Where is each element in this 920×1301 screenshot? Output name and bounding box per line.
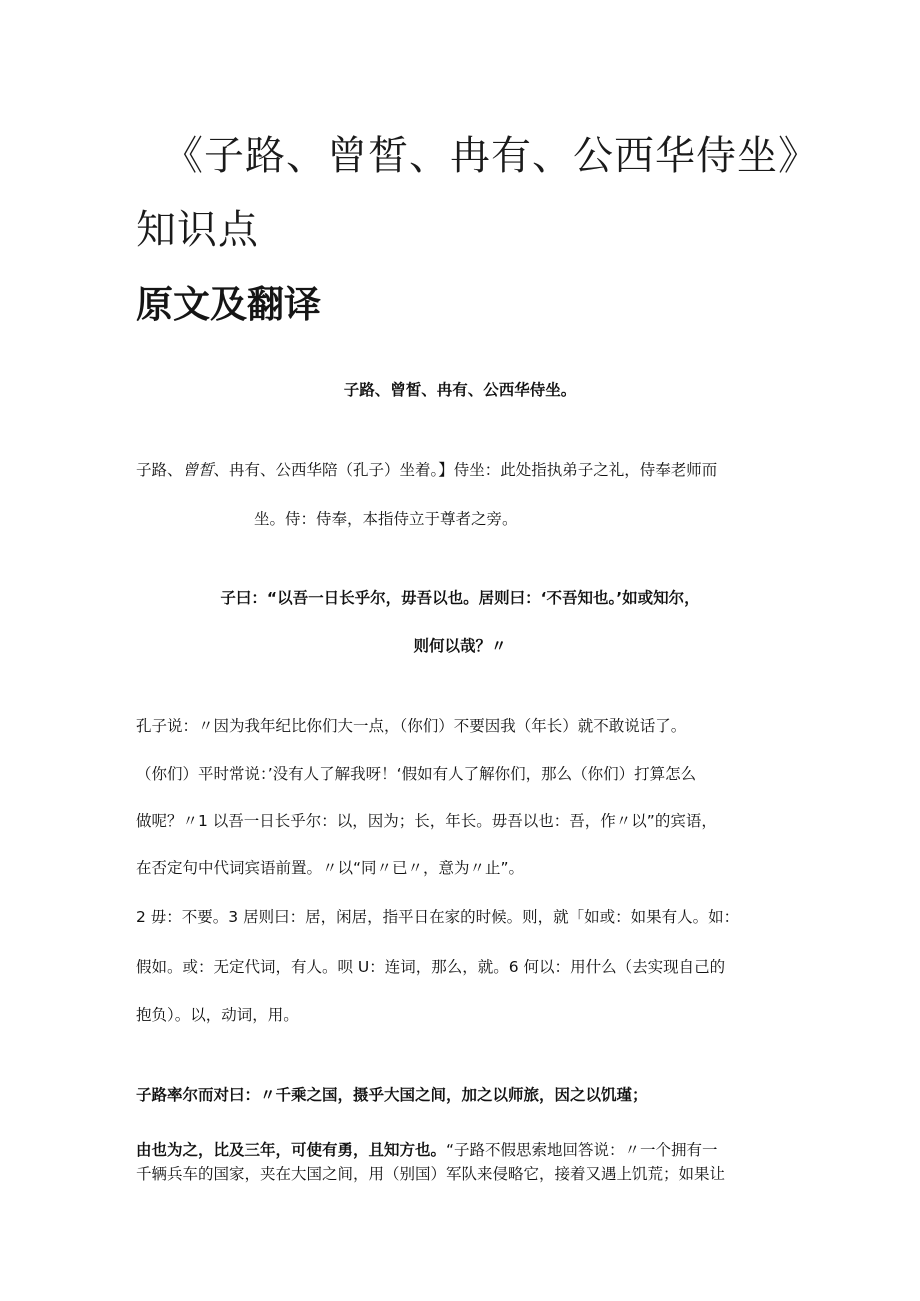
translation-1-post: 、冉有、公西华陪（孔子）坐着。】侍坐：此处指执弟子之礼，侍奉老师而 <box>213 461 718 479</box>
translation-2-line: （你们）平时常说：’没有人了解我呀！‘假如有人了解你们，那么（你们）打算怎么 <box>136 765 697 783</box>
section-heading: 原文及翻译 <box>136 283 321 326</box>
translation-2-line: 在否定句中代词宾语前置。〃以“同〃已〃，意为〃止”。 <box>136 859 525 877</box>
translation-1-line-2: 坐。侍：侍奉，本指侍立于尊者之旁。 <box>254 510 518 528</box>
translation-2-line: 抱负）。以，动词，用。 <box>136 1006 299 1024</box>
translation-2-line: 做呢？〃1 以吾一日长乎尔：以，因为；长，年长。毋吾以也：吾，作〃以”的宾语， <box>136 812 717 830</box>
original-3-with-translation <box>136 1138 718 1160</box>
translation-3-line-2: 千辆兵车的国家，夹在大国之间，用（别国）军队来侵略它，接着又遇上饥荒；如果让 <box>136 1165 726 1183</box>
translation-1-em: 曾皙 <box>182 461 214 479</box>
translation-1-pre: 子路、 <box>136 461 183 479</box>
original-text-3-line-1: 子路率尔而对曰：〃千乘之国，摄乎大国之间，加之以师旅，因之以饥瑾； <box>136 1086 648 1104</box>
original-text-3-line-2: 由也为之，比及三年，可使有勇，且知方也。 <box>136 1141 447 1159</box>
original-text-1: 子路、曾皙、冉有、公西华侍坐。 <box>343 381 577 399</box>
document-title-line-2: 知识点 <box>136 207 259 253</box>
translation-3-line-1-tail: “子路不假思索地回答说：〃一个拥有一 <box>446 1141 718 1159</box>
translation-2-line: 假如。或：无定代词，有人。呗 U：连词，那么，就。6 何以：用什么（去实现自己的 <box>136 958 726 976</box>
original-text-2-line-2: 则何以哉？〃 <box>413 637 507 655</box>
translation-2-line: 2 毋：不要。3 居则曰：居，闲居，指平日在家的时候。则，就「如或：如果有人。如： <box>136 908 740 926</box>
original-text-2-line-1: 子曰：“以吾一日长乎尔，毋吾以也。居则曰：‘不吾知也。’如或知尔， <box>220 589 700 607</box>
translation-1-line-1 <box>136 458 717 480</box>
translation-2-line: 孔子说：〃因为我年纪比你们大一点，（你们）不要因我（年长）就不敢说话了。 <box>136 717 687 735</box>
document-title-line-1: 《子路、曾皙、冉有、公西华侍坐》 <box>163 133 819 179</box>
